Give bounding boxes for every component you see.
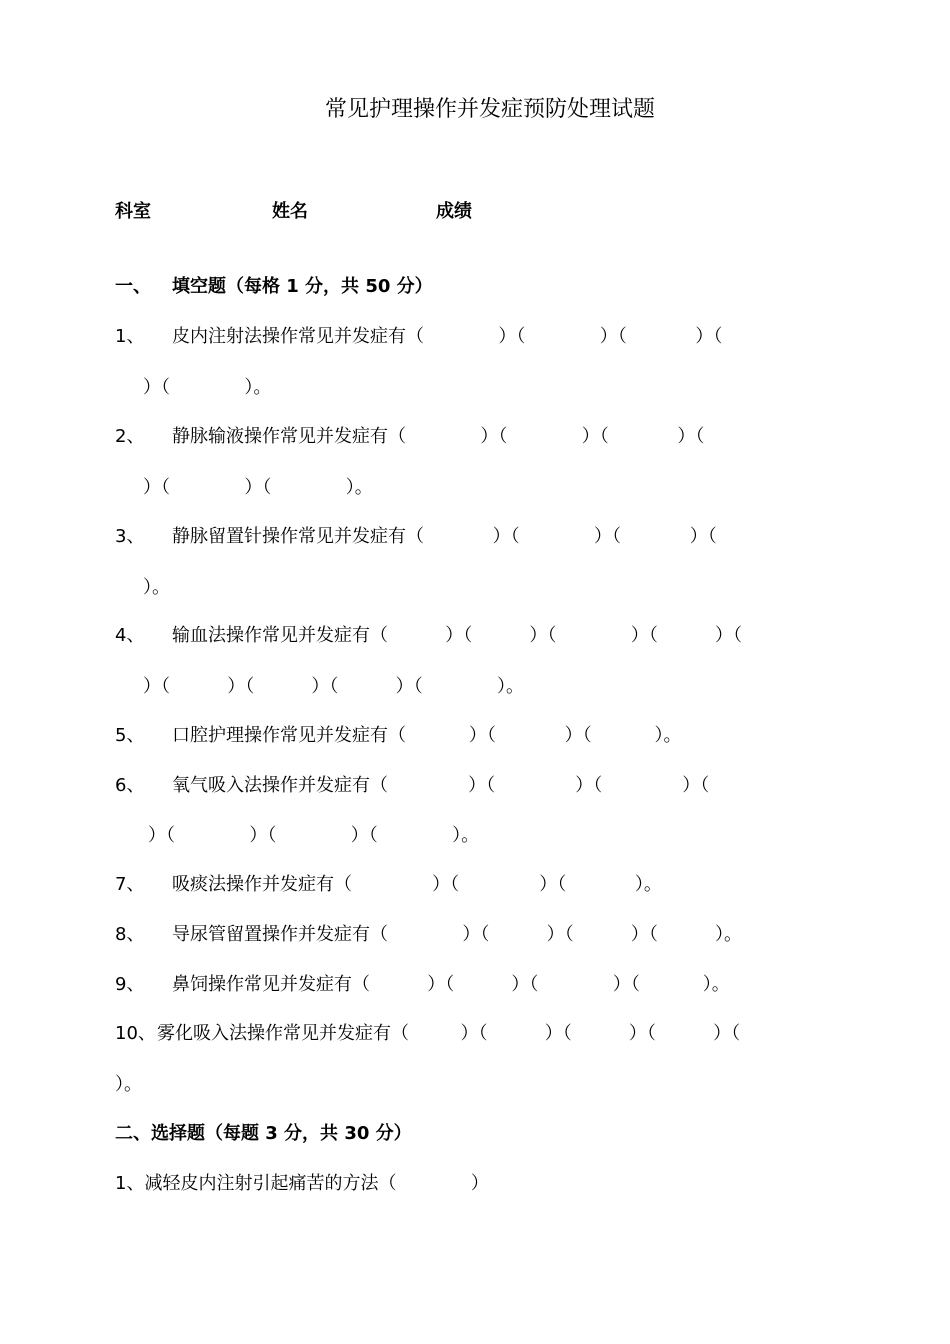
question-number: 6、	[115, 775, 145, 796]
question-continuation: ）（ ）（ ）（ ）。	[148, 825, 480, 846]
section1-heading: 填空题（每格 1 分，共 50 分）	[172, 276, 433, 297]
question-number: 7、	[115, 874, 145, 895]
question-text: 雾化吸入法操作常见并发症有（ ）（ ）（ ）（ ）（	[157, 1023, 741, 1044]
page-title: 常见护理操作并发症预防处理试题	[324, 97, 655, 122]
question-number: 3、	[115, 526, 145, 547]
section1-number: 一、	[115, 276, 151, 297]
question-text: 导尿管留置操作并发症有（ ）（ ）（ ）（ ）。	[172, 924, 743, 945]
question-continuation: ）。	[115, 1074, 142, 1095]
question-text: 静脉留置针操作常见并发症有（ ）（ ）（ ）（	[172, 526, 717, 547]
question-continuation: ）。	[143, 577, 170, 598]
question-number: 2、	[115, 426, 145, 447]
question-text: 口腔护理操作常见并发症有（ ）（ ）（ ）。	[172, 725, 682, 746]
question-text: 鼻饲操作常见并发症有（ ）（ ）（ ）（ ）。	[172, 974, 730, 995]
question-text: 皮内注射法操作常见并发症有（ ）（ ）（ ）（	[172, 326, 723, 347]
question-text: 氧气吸入法操作并发症有（ ）（ ）（ ）（	[172, 775, 710, 796]
score-label: 成绩	[436, 201, 472, 222]
dept-label: 科室	[115, 201, 151, 222]
question-text: 吸痰法操作并发症有（ ）（ ）（ ）。	[172, 874, 662, 895]
name-label: 姓名	[272, 201, 308, 222]
question-number: 1、	[115, 326, 145, 347]
question-number: 5、	[115, 725, 145, 746]
question-number: 9、	[115, 974, 145, 995]
question-number: 10、	[115, 1023, 156, 1044]
question-continuation: ）（ ）（ ）。	[143, 477, 373, 498]
question-text: 静脉输液操作常见并发症有（ ）（ ）（ ）（	[172, 426, 705, 447]
question-continuation: ）（ ）（ ）（ ）（ ）。	[143, 676, 525, 697]
question-text: 输血法操作常见并发症有（ ）（ ）（ ）（ ）（	[172, 625, 743, 646]
question-continuation: ）（ ）。	[143, 377, 272, 398]
section2-heading: 二、选择题（每题 3 分，共 30 分）	[115, 1123, 412, 1144]
choice-question: 1、减轻皮内注射引起痛苦的方法（ ）	[115, 1173, 489, 1194]
question-number: 8、	[115, 924, 145, 945]
question-number: 4、	[115, 625, 145, 646]
